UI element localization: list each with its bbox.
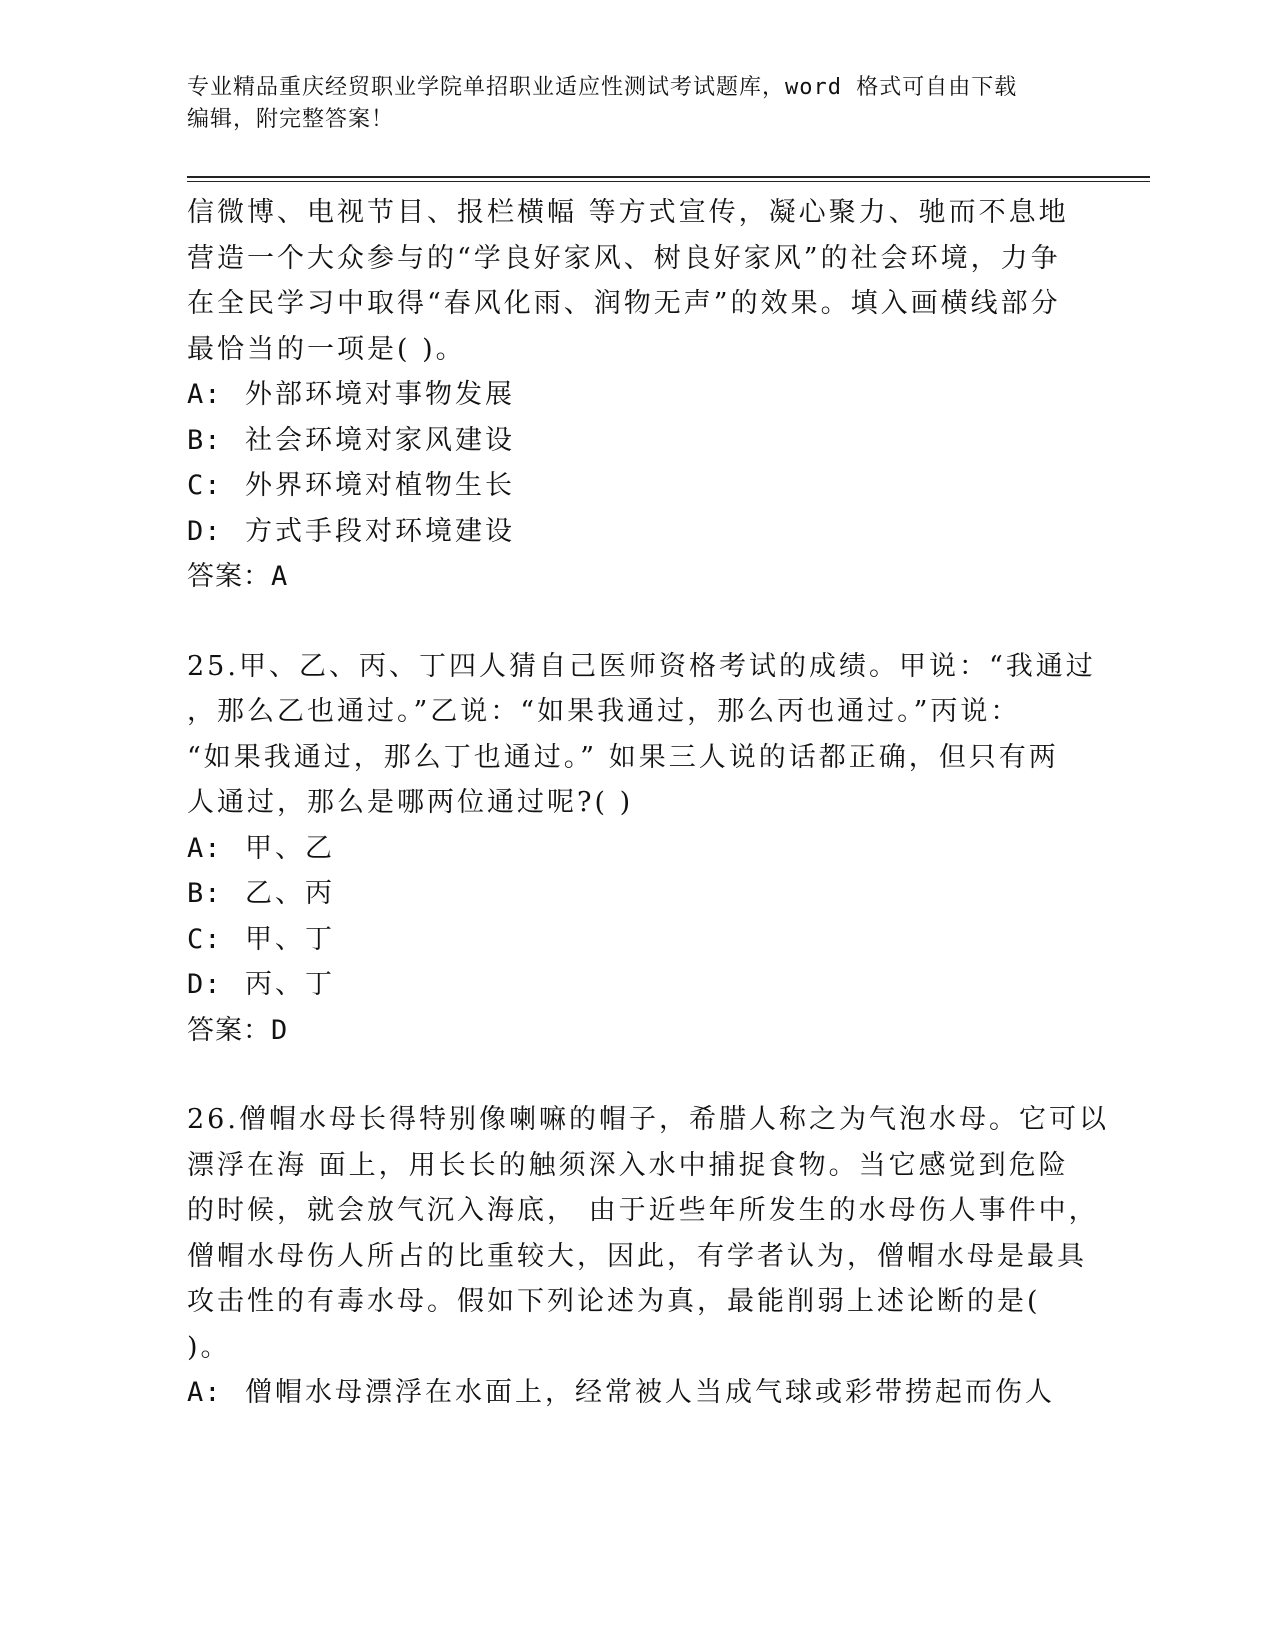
question-spacer xyxy=(187,1053,1087,1097)
question-text-line: 在全民学习中取得“春风化雨、润物无声”的效果。填入画横线部分 xyxy=(187,288,1061,319)
option-text: 外界环境对植物生长 xyxy=(245,470,515,501)
option-text: 社会环境对家风建设 xyxy=(245,424,515,456)
question-text-line: 26.僧帽水母长得特别像喇嘛的帽子，希腊人称之为气泡水母。它可以 xyxy=(187,1104,1109,1135)
question-text-line: )。 xyxy=(187,1331,231,1363)
option-text: 外部环境对事物发展 xyxy=(245,379,515,410)
header-divider-thin xyxy=(187,181,1150,182)
option-text: 甲、乙 xyxy=(245,832,335,864)
question-text-line: ，那么乙也通过。”乙说：“如果我通过，那么丙也通过。”丙说： xyxy=(187,696,1021,727)
question-text-line: 25.甲、乙、丙、丁四人猜自己医师资格考试的成绩。甲说：“我通过 xyxy=(187,650,1096,682)
option-c xyxy=(187,463,1087,509)
option-key: A: xyxy=(187,832,222,864)
option-key: A: xyxy=(187,1377,222,1408)
question-text-line: 僧帽水母伤人所占的比重较大，因此，有学者认为，僧帽水母是最具 xyxy=(187,1240,1087,1272)
option-text: 乙、丙 xyxy=(245,878,335,909)
option-text: 甲、丁 xyxy=(245,923,335,955)
option-text: 方式手段对环境建设 xyxy=(245,515,515,547)
option-key: D: xyxy=(187,515,222,547)
answer-line: 答案：A xyxy=(187,561,289,592)
option-b xyxy=(187,871,1087,917)
option-d xyxy=(187,962,1087,1008)
question-text-line: “如果我通过，那么丁也通过。” 如果三人说的话都正确，但只有两 xyxy=(187,741,1059,773)
header-line-2: 编辑，附完整答案！ xyxy=(187,107,395,132)
option-key: B: xyxy=(187,878,222,909)
question-text-line: 人通过，那么是哪两位通过呢?( ) xyxy=(187,787,634,818)
answer-line: 答案：D xyxy=(187,1014,289,1046)
option-text: 丙、丁 xyxy=(245,969,335,1000)
question-text-line: 漂浮在海 面上，用长长的触须深入水中捕捉食物。当它感觉到危险 xyxy=(187,1149,1069,1181)
option-key: C: xyxy=(187,470,222,501)
page-content xyxy=(187,190,1109,1416)
option-key: C: xyxy=(187,923,222,955)
option-key: B: xyxy=(187,424,222,456)
page-header xyxy=(187,72,1067,136)
question-24 xyxy=(187,190,1087,600)
option-a xyxy=(187,1370,1087,1416)
header-line-1: 专业精品重庆经贸职业学院单招职业适应性测试考试题库，word 格式可自由下载 xyxy=(187,75,1018,100)
question-text-line: 营造一个大众参与的“学良好家风、树良好家风”的社会环境，力争 xyxy=(187,242,1061,274)
option-key: D: xyxy=(187,969,222,1000)
option-b xyxy=(187,418,1087,464)
question-25 xyxy=(187,644,1096,1054)
option-c xyxy=(187,917,1087,963)
option-a xyxy=(187,372,1087,418)
option-a xyxy=(187,826,1087,872)
header-divider-thick xyxy=(187,176,1150,178)
option-d xyxy=(187,509,1087,555)
question-text-line: 最恰当的一项是( )。 xyxy=(187,333,466,365)
question-26 xyxy=(187,1097,1109,1416)
option-key: A: xyxy=(187,379,222,410)
question-text-line: 的时候，就会放气沉入海底， 由于近些年所发生的水母伤人事件中， xyxy=(187,1195,1099,1226)
question-text-line: 信微博、电视节目、报栏横幅 等方式宣传，凝心聚力、驰而不息地 xyxy=(187,197,1069,228)
option-text: 僧帽水母漂浮在水面上，经常被人当成气球或彩带捞起而伤人 xyxy=(245,1377,1055,1408)
question-text-line: 攻击性的有毒水母。假如下列论述为真，最能削弱上述论断的是( xyxy=(187,1286,1041,1317)
question-spacer xyxy=(187,600,1087,644)
